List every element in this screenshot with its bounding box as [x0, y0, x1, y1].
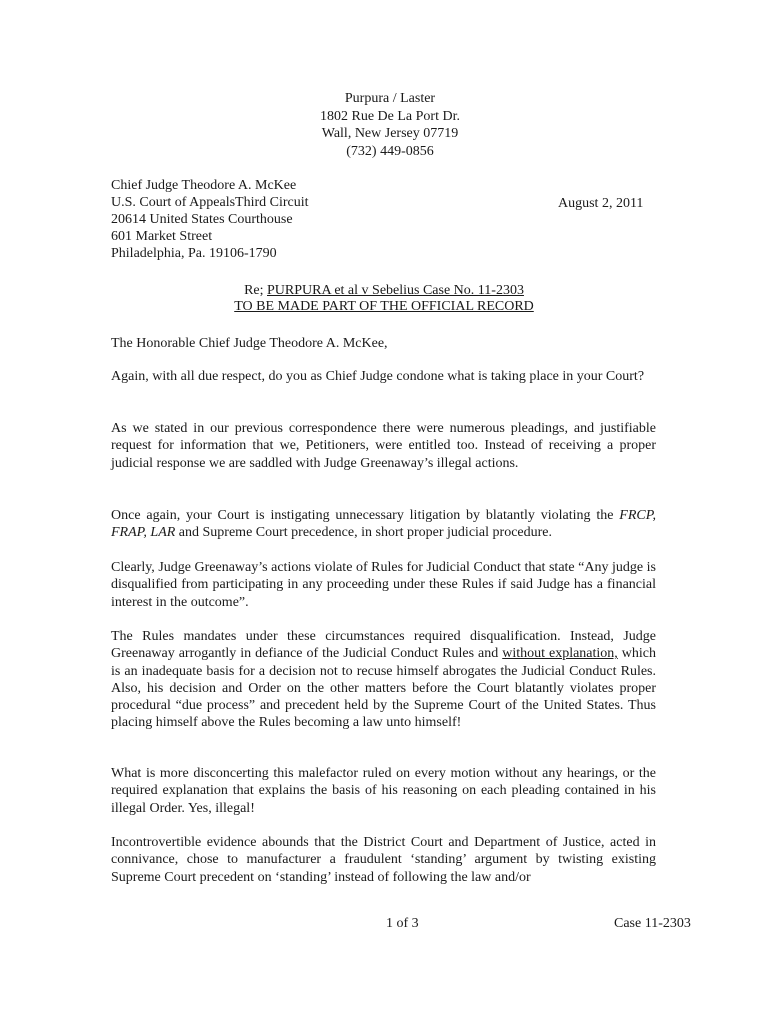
recipient-court: U.S. Court of AppealsThird Circuit — [111, 195, 309, 210]
footer-page-number: 1 of 3 — [386, 916, 419, 931]
paragraph-1: Again, with all due respect, do you as Chief Judge condone what is taking place in your Court? — [111, 369, 645, 384]
paragraph-5-text-c: which is an inadequate basis for a decision not to recuse himself abrogates the Judicial Conduct Rules. Also, his decision and Order on the other matters before the Court blatantly violates proper procedural “due process” and precedent held by the Supreme Court of the United States. Thus placing himself above the Rules becoming a law unto himself! — [111, 646, 657, 731]
re-line-block — [0, 283, 768, 315]
case-title: PURPURA et al v Sebelius Case No. 11-2303 — [267, 283, 524, 298]
recipient-name: Chief Judge Theodore A. McKee — [111, 178, 297, 193]
sender-city: Wall, New Jersey 07719 — [321, 126, 459, 141]
recipient-room: 20614 United States Courthouse — [111, 212, 293, 227]
paragraph-5 — [111, 628, 656, 732]
recipient-city: Philadelphia, Pa. 19106-1790 — [111, 246, 277, 261]
paragraph-4: Clearly, Judge Greenaway’s actions violate of Rules for Judicial Conduct that state “Any judge is disqualified from participating in any proceeding under these Rules if said Judge has a financial interest in the outcome”. — [111, 560, 656, 610]
re-line — [0, 283, 768, 299]
paragraph-6: What is more disconcerting this malefactor ruled on every motion without any hearings, or the required explanation that explains the basis of his reasoning on each pleading contained in his illegal Order. Yes, illegal! — [111, 766, 656, 816]
letter-date: August 2, 2011 — [558, 196, 644, 211]
recipient-address-block — [111, 177, 309, 262]
paragraph-3-text-c: and Supreme Court precedence, in short proper judicial procedure. — [175, 525, 552, 541]
salutation: The Honorable Chief Judge Theodore A. McKee, — [111, 336, 388, 351]
rules-acronyms: FRCP, FRAP, LAR — [111, 508, 656, 541]
paragraph-3 — [111, 507, 656, 542]
paragraph-3-text-a: Once again, your Court is instigating unnecessary litigation by blatantly violating the — [111, 508, 620, 523]
sender-address-block — [0, 90, 768, 160]
re-prefix: Re; — [244, 283, 268, 298]
sender-street: 1802 Rue De La Port Dr. — [320, 108, 460, 124]
paragraph-5-text-a: The Rules mandates under these circumstances required disqualification. Instead, Judge Greenaway arrogantly in defiance of the Judicial Conduct Rules and — [111, 629, 656, 662]
paragraph-7: Incontrovertible evidence abounds that the District Court and Department of Justice, acted in connivance, chose to manufacturer a fraudulent ‘standing’ argument by twisting existing Supreme Court precedent on ‘standing’ instead of following the law and/or — [111, 835, 656, 885]
paragraph-2: As we stated in our previous correspondence there were numerous pleadings, and justifiable request for information that we, Petitioners, were entitled too. Instead of receiving a proper judicial response we are saddled with Judge Greenaway’s illegal actions. — [111, 421, 656, 471]
record-note: TO BE MADE PART OF THE OFFICIAL RECORD — [234, 299, 534, 314]
sender-name: Purpura / Laster — [344, 91, 436, 106]
recipient-street: 601 Market Street — [111, 229, 213, 244]
footer-case-number: Case 11-2303 — [614, 916, 691, 931]
without-explanation-underlined: without explanation, — [502, 646, 618, 662]
sender-phone: (732) 449-0856 — [346, 143, 434, 159]
